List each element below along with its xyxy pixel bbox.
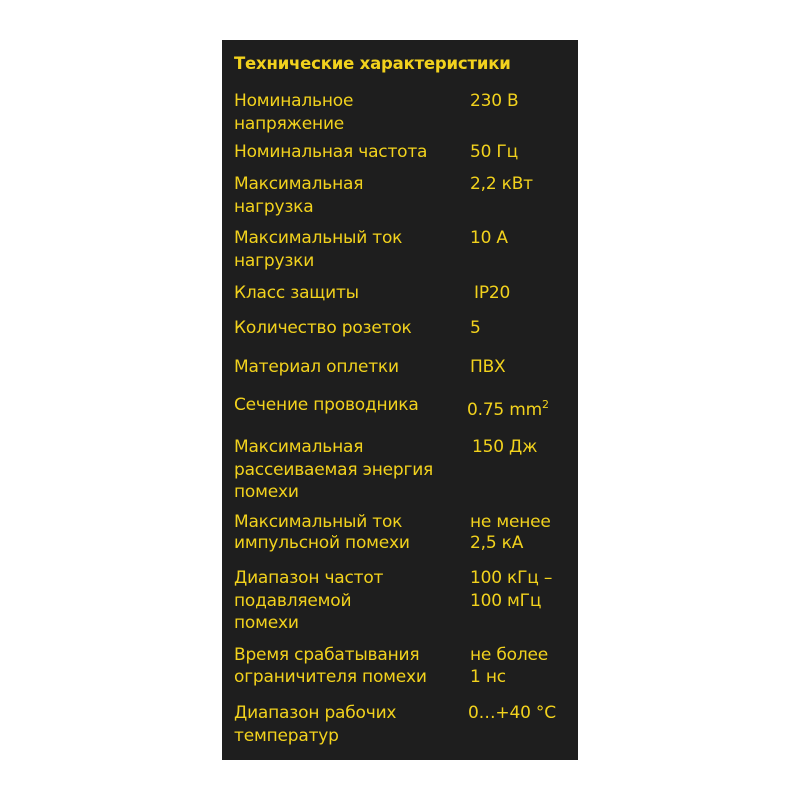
spec-value: 100 кГц – 100 мГц: [470, 568, 553, 611]
spec-value: 5: [470, 318, 481, 338]
spec-value: 2,2 кВт: [470, 174, 533, 194]
spec-value: 150 Дж: [472, 437, 538, 457]
spec-label: Номинальное напряжение: [234, 91, 354, 134]
specs-panel: [222, 40, 578, 760]
spec-value: 230 В: [470, 91, 519, 111]
specs-title: Технические характеристики: [234, 54, 511, 73]
spec-label: Диапазон частот подавляемой помехи: [234, 568, 384, 633]
spec-label: Максимальный ток импульсной помехи: [234, 512, 410, 553]
spec-value: IP20: [474, 283, 511, 303]
spec-value: не менее 2,5 кА: [470, 512, 551, 553]
spec-label: Количество розеток: [234, 318, 412, 338]
spec-value: ПВХ: [470, 357, 506, 377]
spec-value: 50 Гц: [470, 142, 518, 162]
spec-label: Максимальный ток нагрузки: [234, 228, 403, 271]
spec-label: Максимальная нагрузка: [234, 174, 364, 217]
spec-label: Сечение проводника: [234, 395, 419, 415]
spec-value: 10 А: [470, 228, 508, 248]
spec-label: Класс защиты: [234, 283, 359, 303]
spec-label: Номинальная частота: [234, 142, 428, 162]
spec-label: Время срабатывания ограничителя помехи: [234, 645, 427, 687]
spec-label: Материал оплетки: [234, 357, 399, 377]
spec-value: не более 1 нс: [470, 645, 549, 687]
spec-value: 0…+40 °С: [468, 703, 556, 723]
spec-label: Максимальная рассеиваемая энергия помехи: [234, 437, 434, 502]
spec-value: 0.75 $mm^2$: [467, 398, 549, 420]
spec-label: Диапазон рабочих температур: [234, 703, 397, 746]
